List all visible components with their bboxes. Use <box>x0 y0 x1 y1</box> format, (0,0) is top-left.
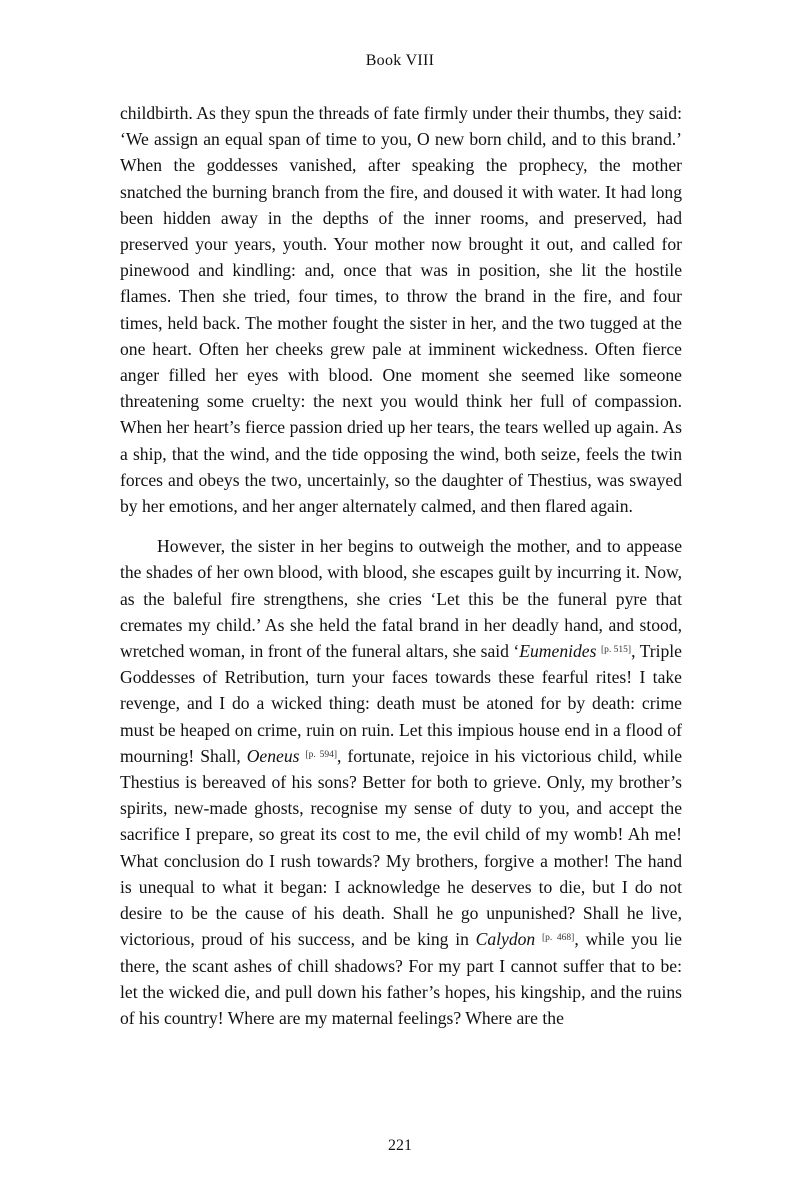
page-number: 221 <box>388 1137 412 1154</box>
page-reference-link[interactable]: [p. 468] <box>541 933 575 944</box>
text-segment: However, the sister in her begins to outweigh the mother, and to appease the shades of her own blood, with blood, she escapes guilt by incurring it. Now, as the baleful fire strengthens, she cries ‘Let this be the funeral pyre that cremates my child.’ As she held the fatal brand in her deadly hand, and stood, wretched woman, in front of the funeral altars, she said ‘ <box>120 536 682 662</box>
text-segment: , while you lie there, the scant ashes of chill shadows? For my part I cannot suffer that to be: let the wicked die, and pull down his father’s hopes, his kingship, and the ruins of his country! Where are my maternal feelings? Where are the <box>120 929 682 1028</box>
body-text <box>120 100 682 1031</box>
paragraph-1: childbirth. As they spun the threads of fate firmly under their thumbs, they said: ‘We assign an equal span of time to you, O new born child, and to this brand.’ When the goddesses vanished, after speaking the prophecy, the mother snatched the burning branch from the fire, and doused it with water. It had long been hidden away in the depths of the inner rooms, and preserved, had preserved your years, youth. Your mother now brought it out, and called for pinewood and kindling: and, once that was in position, she lit the hostile flames. Then she tried, four times, to throw the brand in the fire, and four times, held back. The mother fought the sister in her, and the two tugged at the one heart. Often her cheeks grew pale at imminent wickedness. Often fierce anger filled her eyes with blood. One moment she seemed like someone threatening some cruelty: the next you would think her full of compassion. When her heart’s fierce passion dried up her tears, the tears welled up again. As a ship, that the wind, and the tide opposing the wind, both seize, feels the twin forces and obeys the two, uncertainly, so the daughter of Thestius, was swayed by her emotions, and her anger alternately calmed, and then flared again. <box>120 103 682 517</box>
text-segment: , fortunate, rejoice in his victorious child, while Thestius is bereaved of his sons? Better for both to grieve. Only, my brother’s spirits, new-made ghosts, recognise my sense of duty to you, and accept the sacrifice I prepare, so great its cost to me, the evil child of my womb! Ah me! What conclusion do I rush towards? My brothers, forgive a mother! The hand is unequal to what it began: I acknowledge he deserves to die, but I do not desire to be the cause of his death. Shall he go unpunished? Shall he live, victorious, proud of his success, and be king in <box>120 745 683 950</box>
page-reference-link[interactable]: [p. 515] <box>600 645 632 656</box>
running-title: Book VIII <box>365 52 435 69</box>
paragraph-2 <box>120 533 682 1031</box>
page-reference-link[interactable]: [p. 594] <box>305 749 338 760</box>
text-segment: , Triple Goddesses of Retribution, turn your faces towards these fearful rites! I take revenge, and I do a wicked thing: death must be atoned for by death: crime must be heaped on crime, ruin on ruin. Let this impious house end in a flood of mourning! Shall, <box>120 641 682 766</box>
name-calydon: Calydon <box>475 929 536 950</box>
name-eumenides: Eumenides <box>519 641 597 662</box>
name-oeneus: Oeneus <box>246 745 300 766</box>
